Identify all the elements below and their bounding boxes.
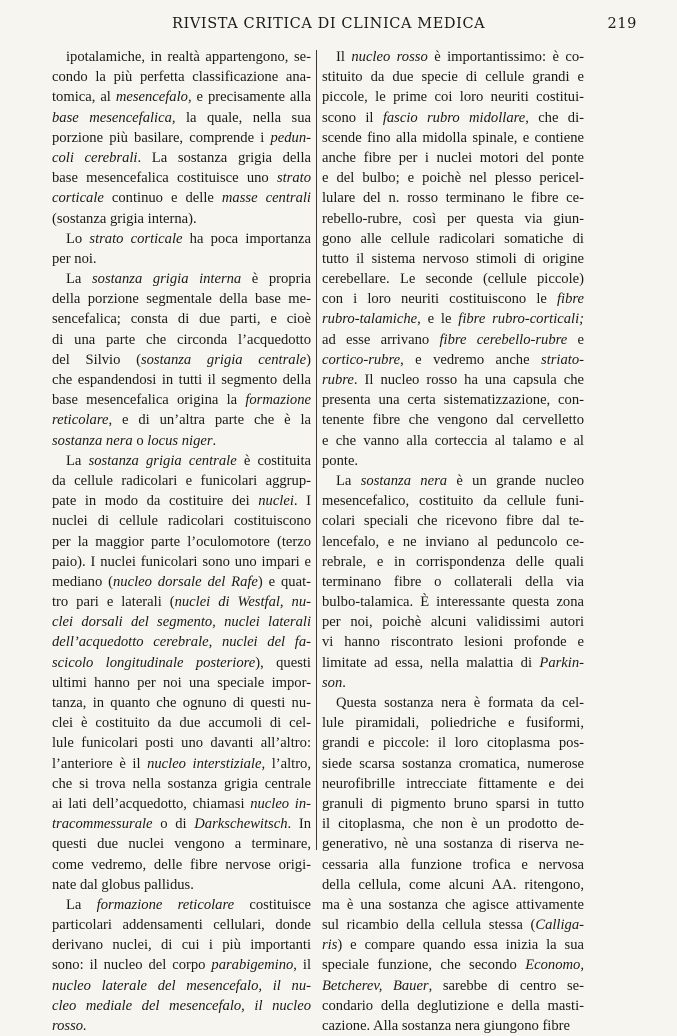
italic-term: sostanza grigia centrale — [88, 452, 237, 469]
text-line — [52, 410, 311, 430]
italic-term: pedun- — [270, 129, 311, 146]
italic-term: Darkschewitsch — [194, 816, 288, 833]
text-segment: per noi. — [52, 250, 97, 267]
text-segment: bulbo-talamica. È interessante questa zona — [322, 594, 584, 611]
italic-term: nucleo in- — [250, 795, 311, 812]
text-segment: come vedremo, delle fibre nervose origi- — [52, 856, 311, 873]
text-line — [322, 148, 584, 168]
italic-term: sostanza grigia interna — [91, 271, 242, 288]
italic-term: rubro-talamiche — [322, 311, 418, 328]
text-line — [52, 592, 311, 612]
text-segment: e — [567, 331, 584, 348]
italic-term: nucleo interstiziale — [147, 755, 262, 772]
text-segment: , la quale, nella sua — [171, 109, 311, 126]
text-segment: ha poca importanza — [182, 230, 311, 247]
text-line — [52, 693, 311, 713]
text-segment: sencefalica; consta di due parti, e cioè — [52, 311, 311, 328]
text-segment: tanza, in quanto che ognuno di questi nu- — [52, 695, 311, 711]
italic-term: reticolare — [52, 412, 109, 429]
text-line — [322, 370, 584, 390]
text-segment: La — [66, 452, 89, 469]
text-line — [52, 229, 311, 249]
text-line — [322, 532, 584, 552]
italic-term: Calliga- — [535, 917, 584, 934]
italic-term: locus niger — [147, 432, 213, 449]
text-line — [322, 632, 584, 652]
text-line — [52, 915, 311, 935]
italic-term: cleo mediale del mesencefalo, il nucleo — [52, 997, 311, 1014]
italic-term: nucleo rosso — [351, 49, 428, 65]
text-segment: ipotalamiche, in realtà appartengono, se- — [66, 49, 311, 65]
text-segment: . I — [293, 493, 311, 510]
text-segment: . La sostanza grigia della — [137, 149, 311, 166]
text-line — [52, 188, 311, 208]
text-segment: ultimi hanno per noi una speciale impor- — [52, 674, 311, 691]
text-segment: ai lati dell’acquedotto, chiamasi — [52, 795, 251, 812]
text-segment: Lo — [66, 230, 90, 247]
text-segment: , e le — [417, 311, 459, 328]
text-line — [52, 431, 311, 451]
text-segment: derivano nuclei, di cui i più importanti — [52, 937, 311, 954]
text-segment: terminano fibre o collaterali della via — [322, 573, 584, 590]
text-segment: base mesencefalica costituisce uno — [52, 170, 277, 187]
text-segment: ma è una sostanza che agisce attivamente — [322, 896, 584, 913]
text-segment: base mesencefalica origina la — [52, 392, 246, 409]
text-segment: cerebellare. Le seconde (cellule piccole) — [322, 271, 584, 288]
text-segment: , e vedremo anche — [400, 351, 542, 368]
text-segment: , sarebbe di centro se- — [428, 977, 584, 994]
text-segment: mesencefalico, costituito da cellule funi- — [322, 493, 584, 510]
text-segment: porzione più basilare, comprende i — [52, 129, 271, 146]
text-line — [322, 491, 584, 511]
text-segment: l’anteriore è il — [52, 755, 148, 772]
italic-term: formazione — [245, 392, 311, 409]
italic-term: fibre — [556, 291, 584, 308]
text-segment: sul ricambio della cellula stessa ( — [322, 917, 536, 934]
text-line — [322, 67, 584, 87]
text-line — [52, 774, 311, 794]
paragraph — [52, 229, 311, 269]
text-segment: , l’altro, — [261, 755, 311, 772]
text-line — [322, 128, 584, 148]
text-line — [322, 733, 584, 753]
text-segment: granuli di pigmento bruno sparsi in tutto — [322, 795, 584, 812]
text-line — [322, 612, 584, 632]
left-column — [52, 47, 311, 1036]
text-segment: che si trova nella sostanza grigia centrale — [52, 775, 311, 792]
text-line — [322, 188, 584, 208]
text-segment: continuo e delle — [103, 190, 222, 207]
text-line — [322, 592, 584, 612]
text-line — [322, 875, 584, 895]
text-segment: clei è costituito da due accumoli di cel- — [52, 715, 311, 732]
italic-term: nuclei di Westfal, nu- — [174, 594, 311, 611]
text-line — [322, 673, 584, 693]
text-segment: lule funicolari posti uno davanti all’altro: — [52, 735, 311, 752]
italic-term: nucleo dorsale del Rafe — [113, 573, 258, 590]
text-line — [322, 410, 584, 430]
italic-term: fibre cerebello-rubre — [439, 331, 568, 348]
text-line — [52, 653, 311, 673]
text-line — [52, 370, 311, 390]
text-line — [322, 754, 584, 774]
italic-term: Parkin- — [539, 654, 584, 671]
italic-term: formazione reticolare — [96, 896, 235, 913]
text-line — [322, 309, 584, 329]
text-segment: nuclei di cellule radicolari costituiscono — [52, 513, 311, 530]
right-column — [322, 47, 584, 1036]
text-segment: e che vanno alla corteccia al talamo e al — [322, 432, 584, 449]
text-line — [52, 996, 311, 1016]
paragraph — [52, 451, 311, 895]
text-segment: per la maggior parte l’oculomotore (terzo — [52, 533, 311, 550]
text-line — [52, 834, 311, 854]
text-segment: particolari addensamenti cellulari, donde — [52, 917, 311, 934]
italic-term: base mesencefalica — [52, 109, 172, 126]
text-segment: vi hanno riscontrato lesioni profonde e — [322, 634, 584, 651]
text-segment: La — [336, 472, 361, 489]
text-line — [322, 572, 584, 592]
text-line — [52, 108, 311, 128]
text-segment: lule piramidali, poliedriche e fusiformi, — [322, 715, 584, 732]
text-line — [52, 168, 311, 188]
italic-term: fibre rubro-corticali; — [458, 311, 584, 328]
text-line — [322, 935, 584, 955]
text-segment: , e di un’altra parte che è la — [108, 412, 311, 429]
text-line — [322, 168, 584, 188]
text-segment: pate in modo da costituire dei — [52, 493, 259, 510]
text-segment: cazione. Alla sostanza nera giungono fibre — [322, 1018, 571, 1034]
text-segment: rebrale, e in corrispondenza delle quali — [322, 553, 584, 570]
text-line — [52, 309, 311, 329]
text-line — [322, 229, 584, 249]
text-segment: ad esse arrivano — [322, 331, 440, 348]
text-line — [52, 87, 311, 107]
text-line — [52, 350, 311, 370]
text-line — [52, 249, 311, 269]
italic-term: rubre — [322, 372, 354, 388]
text-line — [52, 572, 311, 592]
text-segment: grandi e piccole: il loro citoplasma pos- — [322, 735, 584, 752]
italic-term: masse centrali — [221, 190, 311, 207]
text-line — [52, 451, 311, 471]
text-segment: tomica, al — [52, 89, 116, 106]
text-segment: (sostanza grigia interna). — [52, 210, 197, 227]
text-line — [322, 330, 584, 350]
text-line — [322, 1016, 584, 1036]
text-segment: , il — [293, 957, 311, 974]
text-line — [52, 875, 311, 895]
italic-term: strato corticale — [89, 230, 183, 247]
text-segment: lencefalo, e ne inviano al peduncolo ce- — [322, 533, 584, 550]
italic-term: nucleo laterale del mesencefalo, il nu- — [52, 977, 311, 994]
text-segment: , e precisamente alla — [187, 89, 311, 106]
text-line — [52, 269, 311, 289]
text-segment: . — [342, 674, 346, 691]
text-segment: è propria — [241, 271, 311, 288]
text-line — [322, 955, 584, 975]
text-line — [322, 653, 584, 673]
text-line — [322, 996, 584, 1016]
text-segment: scende fino alla midolla spinale, e contiene — [322, 129, 584, 146]
italic-term: striato- — [541, 351, 584, 368]
text-segment: è costituita — [236, 452, 311, 469]
text-line — [52, 794, 311, 814]
italic-term: ris — [322, 937, 338, 954]
text-line — [52, 552, 311, 572]
text-line — [52, 895, 311, 915]
text-line — [322, 713, 584, 733]
italic-term: scicolo longitudinale posteriore — [52, 654, 256, 671]
italic-term: sostanza nera — [360, 472, 448, 489]
text-segment: ponte. — [322, 452, 359, 469]
text-line — [52, 754, 311, 774]
italic-term: rosso. — [52, 1018, 87, 1034]
text-line — [52, 935, 311, 955]
text-segment: anche fibre per i nuclei motori del ponte — [322, 149, 584, 166]
text-segment: che espandendosi in tutti il segmento della — [52, 372, 311, 388]
text-segment: cessaria alla funzione trofica e nervosa — [322, 856, 584, 873]
text-segment: colari speciali che ricevono fibre dal te- — [322, 513, 584, 530]
column-divider — [316, 50, 317, 850]
text-line — [322, 87, 584, 107]
text-segment: . Il nucleo rosso ha una capsula che — [353, 372, 584, 388]
text-segment: il citoplasma, che non è un prodotto de- — [322, 816, 584, 833]
text-segment: , che di- — [525, 109, 584, 126]
text-line — [322, 209, 584, 229]
text-line — [52, 976, 311, 996]
text-line — [322, 814, 584, 834]
text-line — [52, 632, 311, 652]
text-segment: tenente fibre che vengono dal cervelletto — [322, 412, 584, 429]
paragraph — [52, 47, 311, 229]
italic-term: nuclei — [258, 493, 294, 510]
text-line — [52, 814, 311, 834]
text-line — [322, 289, 584, 309]
text-line — [52, 209, 311, 229]
text-segment: neurofibrille intrecciate fittamente e dei — [322, 775, 584, 792]
text-segment: paio). I nuclei funicolari sono uno impari e — [52, 553, 311, 570]
italic-term: corticale — [52, 190, 104, 207]
text-segment: per noi, poichè alcuni validissimi autori — [322, 614, 584, 631]
text-segment: lulare del n. rosso terminano le fibre ce- — [322, 190, 584, 207]
text-line — [322, 855, 584, 875]
text-segment: speciale funzione, che secondo — [322, 957, 526, 974]
text-line — [322, 108, 584, 128]
text-segment: mediano ( — [52, 573, 113, 590]
text-segment: generativo, nè una sostanza di riserva ne- — [322, 836, 584, 853]
text-line — [322, 693, 584, 713]
italic-term: mesencefalo — [115, 89, 188, 106]
text-segment: condo la più perfetta classificazione ana- — [52, 69, 311, 86]
italic-term: clei dorsali del segmento, nuclei laterali — [52, 614, 311, 631]
text-line — [52, 128, 311, 148]
text-segment: scono il — [322, 109, 383, 126]
text-line — [52, 532, 311, 552]
text-line — [322, 350, 584, 370]
text-line — [52, 1016, 311, 1036]
text-line — [52, 955, 311, 975]
italic-term: son — [322, 674, 343, 691]
text-segment: di una parte che circonda l’acquedotto — [52, 331, 311, 348]
italic-term: sostanza grigia centrale — [140, 351, 307, 368]
text-segment: con i loro neuriti costituiscono le — [322, 291, 557, 308]
text-line — [52, 713, 311, 733]
italic-term: cortico-rubre — [322, 351, 401, 368]
text-segment: ), questi — [255, 654, 311, 671]
text-segment: presenta una certa sistematizzazione, con- — [322, 392, 584, 409]
text-line — [322, 552, 584, 572]
text-line — [322, 794, 584, 814]
text-segment: tro pari e laterali ( — [52, 594, 175, 611]
text-segment: Il — [336, 49, 352, 65]
text-line — [322, 269, 584, 289]
text-line — [322, 976, 584, 996]
text-segment: della cellula, come alcuni AA. ritengono, — [322, 876, 584, 893]
text-segment: La — [66, 271, 92, 288]
text-line — [52, 471, 311, 491]
text-segment: limitate ad essa, nella malattia di — [322, 654, 540, 671]
text-segment: La — [66, 896, 97, 913]
text-line — [52, 855, 311, 875]
text-line — [322, 834, 584, 854]
text-line — [52, 733, 311, 753]
text-segment: da cellule radicolari e funicolari aggrup- — [52, 472, 311, 489]
italic-term: parabigemino — [211, 957, 294, 974]
text-segment: della porzione segmentale della base me- — [52, 291, 311, 308]
italic-term: tracommessurale — [52, 816, 153, 833]
text-line — [322, 511, 584, 531]
text-segment: tutto il sistema nervoso stimoli di origine — [322, 250, 584, 267]
text-line — [52, 289, 311, 309]
text-segment: condario della deglutizione e della masti- — [322, 997, 584, 1014]
text-line — [322, 431, 584, 451]
text-line — [322, 47, 584, 67]
italic-term: coli cerebrali — [52, 149, 138, 166]
text-segment: questi due nuclei vengono a terminare, — [52, 836, 311, 853]
italic-term: fascio rubro midollare — [382, 109, 526, 126]
text-segment: o di — [152, 816, 195, 833]
text-segment: e del bulbo; e poichè nel plesso pericel- — [322, 170, 584, 187]
text-line — [322, 390, 584, 410]
italic-term: Economo, — [525, 957, 584, 974]
text-segment: siede scarsa sostanza cromatica, numerose — [322, 755, 584, 772]
text-segment: o — [132, 432, 148, 449]
text-segment: è un grande nucleo — [447, 472, 584, 489]
text-segment: gono alle cellule radicolari somatiche di — [322, 230, 584, 247]
italic-term: Betcherev, Bauer — [322, 977, 429, 994]
text-segment: sono: il nucleo del corpo — [52, 957, 212, 974]
text-segment: ) — [306, 351, 311, 368]
text-line — [322, 895, 584, 915]
text-segment: piccole, le prime coi loro neuriti costitui- — [322, 89, 584, 106]
text-segment: nate dal globus pallidus. — [52, 876, 194, 893]
text-segment: Questa sostanza nera è formata da cel- — [336, 695, 584, 711]
paragraph — [322, 47, 584, 471]
text-segment: ) e compare quando essa inizia la sua — [337, 937, 584, 954]
paragraph — [322, 471, 584, 693]
italic-term: sostanza nera — [52, 432, 133, 449]
text-segment: del Silvio ( — [52, 351, 141, 368]
text-segment: . In — [287, 816, 311, 833]
paragraph — [52, 895, 311, 1036]
text-line — [52, 511, 311, 531]
text-line — [52, 67, 311, 87]
text-line — [52, 330, 311, 350]
text-line — [322, 915, 584, 935]
italic-term: strato — [276, 170, 311, 187]
text-segment: rebello-rubre, così per questa via giun- — [322, 210, 584, 227]
text-segment: costituisce — [234, 896, 311, 913]
text-segment: stituito da due specie di cellule grandi e — [322, 69, 584, 86]
paragraph — [322, 693, 584, 1036]
running-head — [52, 14, 637, 38]
text-line — [52, 47, 311, 67]
text-line — [52, 390, 311, 410]
paragraph — [52, 269, 311, 451]
text-segment: ) e quat- — [257, 573, 311, 590]
text-segment: è importantissimo: è co- — [427, 49, 584, 65]
text-line — [52, 148, 311, 168]
text-line — [322, 774, 584, 794]
text-line — [52, 491, 311, 511]
text-line — [322, 451, 584, 471]
text-line — [322, 471, 584, 491]
text-segment: . — [212, 432, 217, 449]
running-title: RIVISTA CRITICA DI CLINICA MEDICA — [172, 16, 486, 32]
text-line — [52, 673, 311, 693]
page-number: 219 — [607, 16, 637, 32]
italic-term: dell’acquedotto cerebrale, nuclei del fa- — [52, 634, 311, 651]
text-line — [322, 249, 584, 269]
text-line — [52, 612, 311, 632]
